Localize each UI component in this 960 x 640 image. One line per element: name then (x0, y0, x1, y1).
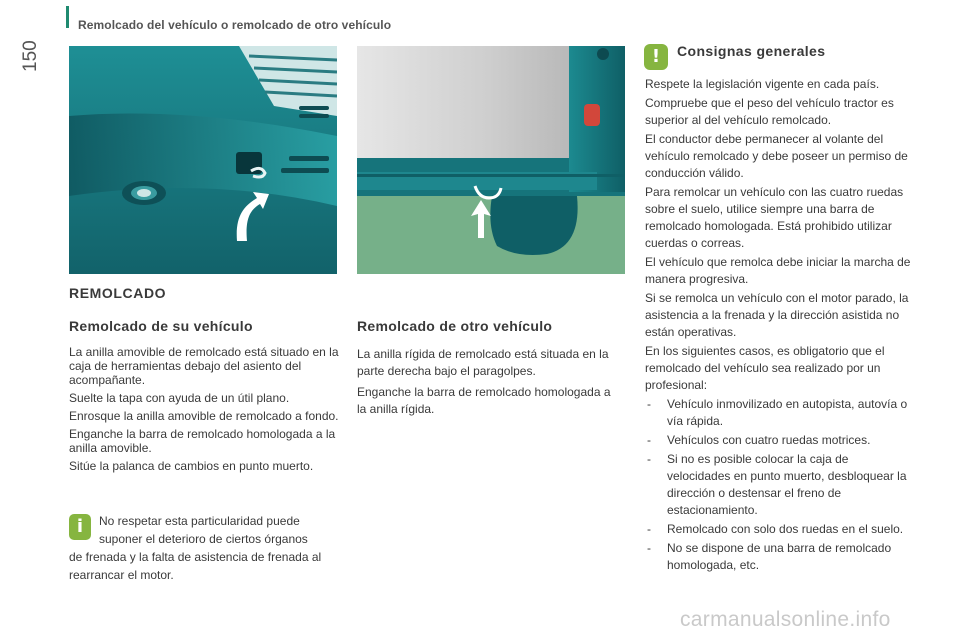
list-item (645, 521, 915, 538)
list-item-text: Remolcado con solo dos ruedas en el suelo. (667, 522, 904, 536)
subheading-other-vehicle: Remolcado de otro vehículo (357, 318, 553, 334)
watermark: carmanualsonline.info (680, 608, 891, 631)
warning-icon (644, 44, 668, 70)
list-item (645, 396, 915, 430)
paragraph: La anilla amovible de remolcado está situado en la caja de herramientas debajo del asiento del acompañante. (69, 345, 339, 387)
page-number: 150 (20, 40, 41, 72)
paragraph: El conductor debe permanecer al volante del vehículo remolcado y debe poseer un permiso de conducción válido. (645, 132, 908, 180)
paragraph: La anilla rígida de remolcado está situada en la parte derecha bajo el paragolpes. (357, 347, 609, 378)
heading-general-instructions: Consignas generales (677, 43, 826, 59)
section-heading-remolcado: REMOLCADO (69, 285, 167, 301)
list-item-text: Si no es posible colocar la caja de velocidades en punto muerto, desbloquear la dirección o destensar el freno de estacionamiento. (667, 452, 907, 517)
paragraph: Enganche la barra de remolcado homologada a la anilla amovible. (69, 427, 336, 455)
info-icon: i (69, 514, 91, 540)
page-header-title: Remolcado del vehículo o remolcado de otro vehículo (78, 18, 392, 32)
bullet-dash: - (647, 541, 651, 555)
paragraph: Suelte la tapa con ayuda de un útil plano. (69, 391, 290, 405)
paragraph: El vehículo que remolca debe iniciar la marcha de manera progresiva. (645, 255, 911, 286)
paragraph: Respete la legislación vigente en cada país. (645, 77, 880, 91)
illustration-front-towing-eye (69, 46, 337, 274)
paragraph: Compruebe que el peso del vehículo tractor es superior al del vehículo remolcado. (645, 96, 894, 127)
warning-icon-glyph: ! (651, 46, 661, 67)
header-accent-bar (66, 6, 69, 28)
bullet-dash: - (647, 522, 651, 536)
list-item (645, 432, 915, 449)
bullet-dash: - (647, 433, 651, 447)
subheading-own-vehicle: Remolcado de su vehículo (69, 318, 253, 334)
other-vehicle-instructions (357, 346, 619, 422)
list-item (645, 451, 915, 519)
own-vehicle-instructions (69, 345, 339, 477)
bullet-dash: - (647, 452, 651, 466)
paragraph: Si se remolca un vehículo con el motor parado, la asistencia a la frenada y la dirección asistida no están operativas. (645, 291, 909, 339)
list-item-text: Vehículo inmovilizado en autopista, autovía o vía rápida. (667, 397, 908, 428)
info-note-text-continued: de frenada y la falta de asistencia de frenada al rearrancar el motor. (69, 550, 322, 582)
paragraph: Enrosque la anilla amovible de remolcado a fondo. (69, 409, 339, 423)
bullet-list (645, 396, 915, 574)
paragraph: Para remolcar un vehículo con las cuatro ruedas sobre el suelo, utilice siempre una barra de remolcado homologada. Está prohibido utilizar cuerdas o correas. (645, 185, 904, 250)
info-note-text: No respetar esta particularidad puede suponer el deterioro de ciertos órganos (99, 514, 308, 546)
paragraph: En los siguientes casos, es obligatorio que el remolcado del vehículo sea realizado por un profesional: (645, 344, 885, 392)
list-item-text: Vehículos con cuatro ruedas motrices. (667, 433, 871, 447)
list-item (645, 540, 915, 574)
paragraph: Sitúe la palanca de cambios en punto muerto. (69, 459, 314, 473)
bullet-dash: - (647, 397, 651, 411)
general-instructions (645, 76, 915, 576)
paragraph: Enganche la barra de remolcado homologada a la anilla rígida. (357, 385, 611, 416)
list-item-text: No se dispone de una barra de remolcado homologada, etc. (667, 541, 892, 572)
illustration-rear-towing-eye (357, 46, 625, 274)
